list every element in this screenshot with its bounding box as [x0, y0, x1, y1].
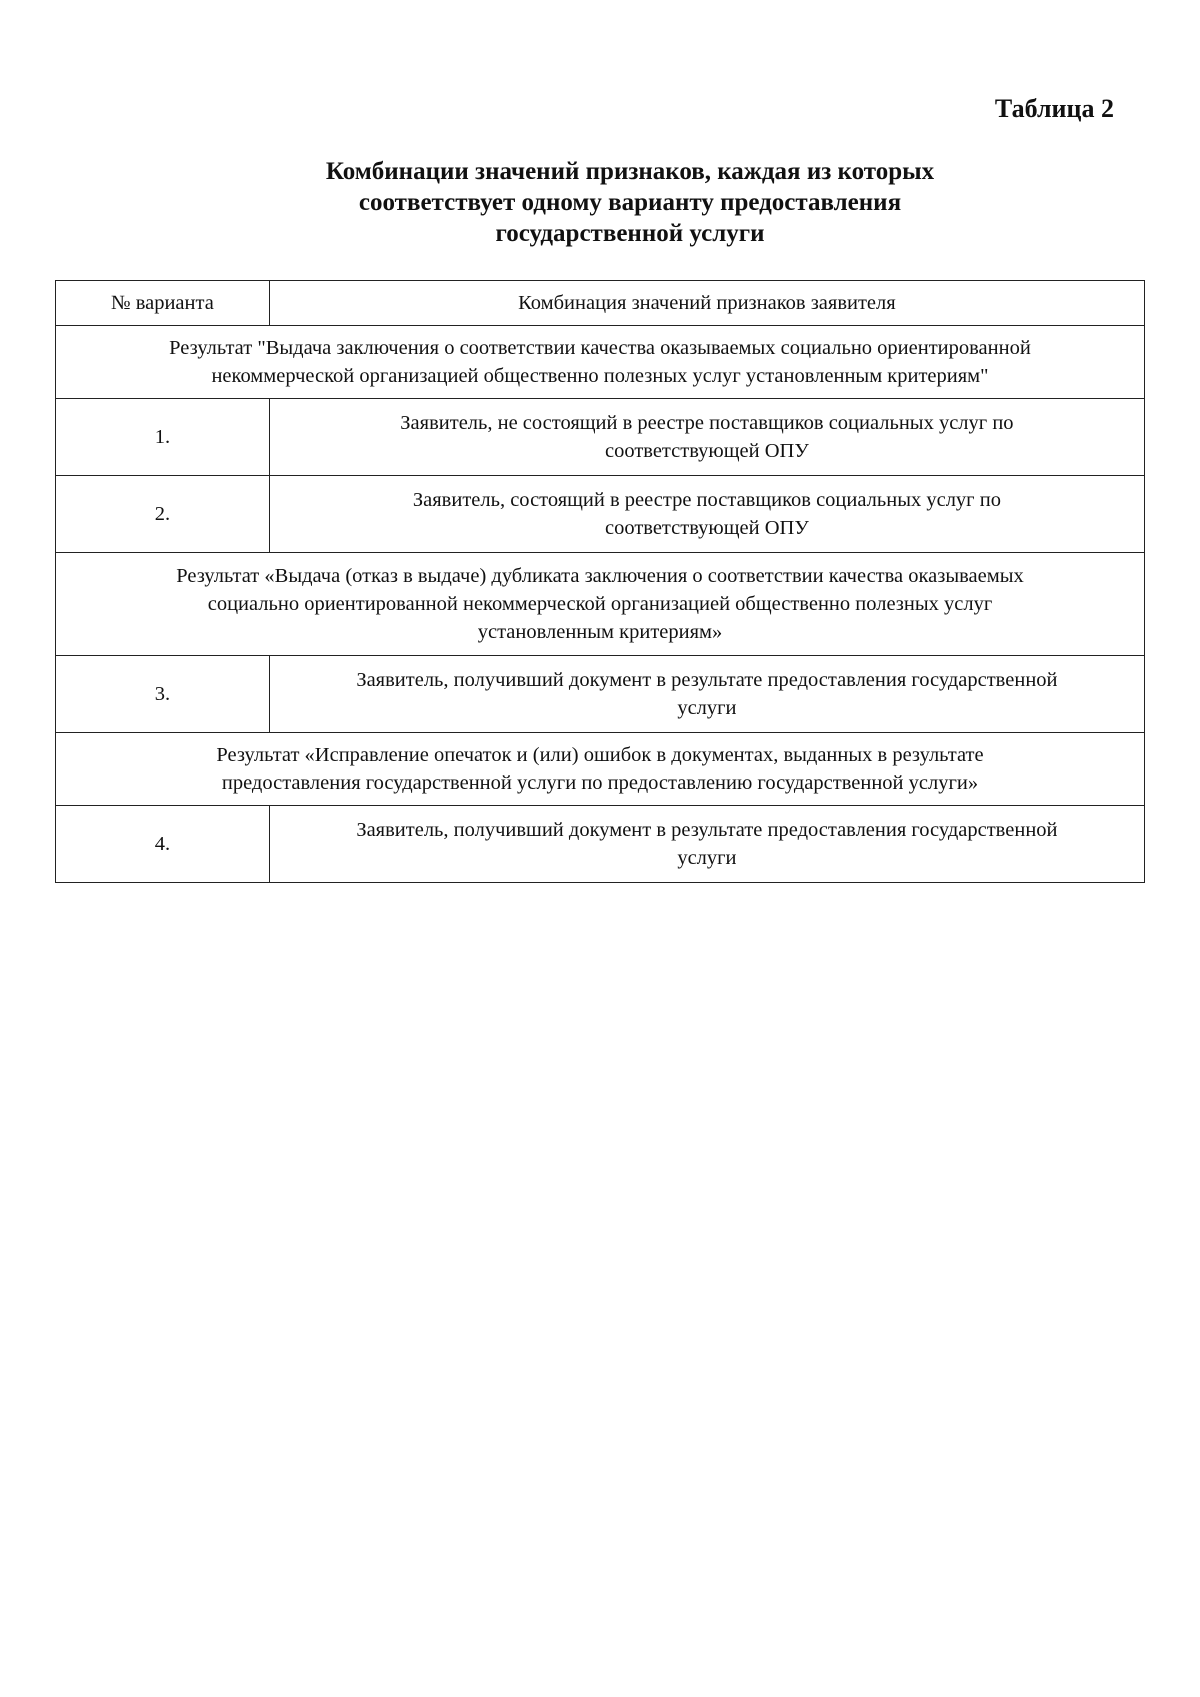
result-text-line: предоставления государственной услуги по предоставлению государственной услуги» — [221, 772, 979, 794]
variant-combination — [269, 399, 1144, 476]
result-row — [56, 733, 1145, 806]
result-row — [56, 553, 1145, 656]
variant-row — [56, 656, 1145, 733]
result-row — [56, 326, 1145, 399]
result-text-line: установленным критериям» — [477, 621, 723, 643]
combination-text-line: Заявитель, не состоящий в реестре поставщиков социальных услуг по — [400, 412, 1014, 434]
variant-row — [56, 806, 1145, 883]
variant-number: 2. — [56, 476, 270, 553]
title-line: государственной услуги — [495, 220, 765, 247]
result-text-line: социально ориентированной некоммерческой организацией общественно полезных услуг — [207, 593, 993, 615]
result-cell — [56, 553, 1145, 656]
variant-number: 3. — [56, 656, 270, 733]
result-text-line: Результат «Исправление опечаток и (или) ошибок в документах, выданных в результате — [216, 744, 984, 766]
variant-number: 1. — [56, 399, 270, 476]
variant-combination — [269, 806, 1144, 883]
combination-text-line: Заявитель, получивший документ в результате предоставления государственной — [356, 669, 1058, 691]
variant-combination — [269, 656, 1144, 733]
combination-text-line: соответствующей ОПУ — [604, 440, 809, 462]
result-cell — [56, 326, 1145, 399]
document-title — [180, 156, 1080, 249]
combination-text-line: услуги — [677, 697, 737, 719]
table-label: Таблица 2 — [994, 94, 1114, 123]
combination-text-line: Заявитель, получивший документ в результате предоставления государственной — [356, 819, 1058, 841]
combination-text-line: Заявитель, состоящий в реестре поставщиков социальных услуг по — [412, 489, 1001, 511]
header-combination: Комбинация значений признаков заявителя — [269, 281, 1144, 326]
title-line: соответствует одному варианту предоставления — [358, 189, 902, 216]
combination-text-line: услуги — [677, 847, 737, 869]
combination-text-line: соответствующей ОПУ — [604, 517, 809, 539]
variants-table — [55, 280, 1145, 883]
variant-row — [56, 476, 1145, 553]
variant-number: 4. — [56, 806, 270, 883]
result-text-line: Результат "Выдача заключения о соответствии качества оказываемых социально ориентированной — [169, 337, 1031, 359]
result-text-line: некоммерческой организацией общественно полезных услуг установленным критериям" — [211, 365, 989, 387]
variant-row — [56, 399, 1145, 476]
header-variant-number: № варианта — [56, 281, 270, 326]
result-cell — [56, 733, 1145, 806]
table-header-row — [56, 281, 1145, 326]
title-line: Комбинации значений признаков, каждая из которых — [325, 158, 935, 185]
result-text-line: Результат «Выдача (отказ в выдаче) дубликата заключения о соответствии качества оказываемых — [176, 565, 1024, 587]
variant-combination — [269, 476, 1144, 553]
